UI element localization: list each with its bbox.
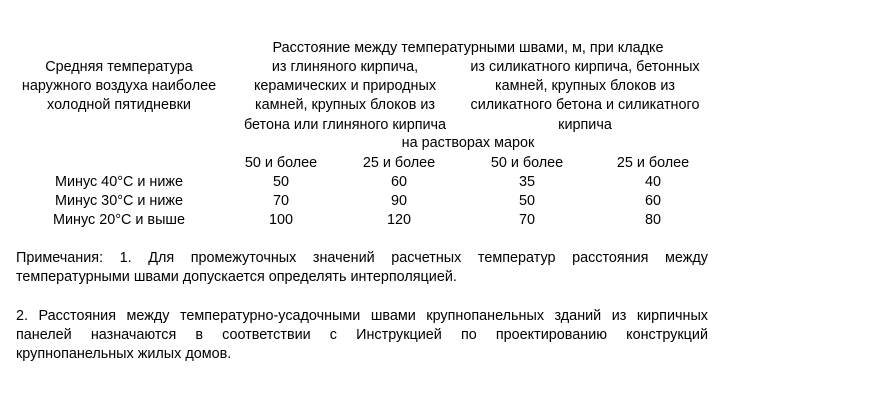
header-clay-brick: из глиняного кирпича, керамических и природных камней, крупных блоков из бетона или глиняного кирпича bbox=[243, 59, 447, 133]
table-cell: 60 bbox=[644, 193, 661, 209]
table-cell: 120 bbox=[386, 212, 411, 228]
table-cell: 40 bbox=[644, 174, 661, 190]
row-label: Минус 30°С и ниже bbox=[54, 193, 183, 209]
grade-label: 25 и более bbox=[362, 155, 436, 171]
table-cell: 50 bbox=[518, 193, 535, 209]
header-distance: Расстояние между температурными швами, м, при кладке bbox=[272, 40, 664, 56]
row-label: Минус 20°С и выше bbox=[53, 212, 185, 228]
table-cell: 60 bbox=[390, 174, 407, 190]
table-cell: 35 bbox=[518, 174, 535, 190]
note-panel-buildings: 2. Расстояния между температурно-усадочными швами крупнопанельных зданий из кирпичных панелей назначаются в соответствии с Инструкцией по проектированию конструкций крупнопанельных жилых домов. bbox=[16, 308, 708, 363]
table-cell: 90 bbox=[390, 193, 407, 209]
header-temperature-column: Средняя температура наружного воздуха наиболее холодной пятидневки bbox=[21, 59, 217, 114]
table-cell: 70 bbox=[272, 193, 289, 209]
grade-label: 50 и более bbox=[490, 155, 564, 171]
table-cell: 100 bbox=[268, 212, 293, 228]
header-silicate-brick: из силикатного кирпича, бетонных камней, крупных блоков из силикатного бетона и силикатного кирпича bbox=[470, 59, 700, 133]
table-cell: 70 bbox=[518, 212, 535, 228]
header-mortar-grades: на растворах марок bbox=[401, 135, 535, 151]
table-cell: 80 bbox=[644, 212, 661, 228]
table-cell: 50 bbox=[272, 174, 289, 190]
row-label: Минус 40°С и ниже bbox=[54, 174, 183, 190]
grade-label: 50 и более bbox=[244, 155, 318, 171]
grade-label: 25 и более bbox=[616, 155, 690, 171]
note-interpolation: Примечания: 1. Для промежуточных значений расчетных температур расстояния между температурными швами допускается определять интерполяцией. bbox=[16, 250, 708, 286]
